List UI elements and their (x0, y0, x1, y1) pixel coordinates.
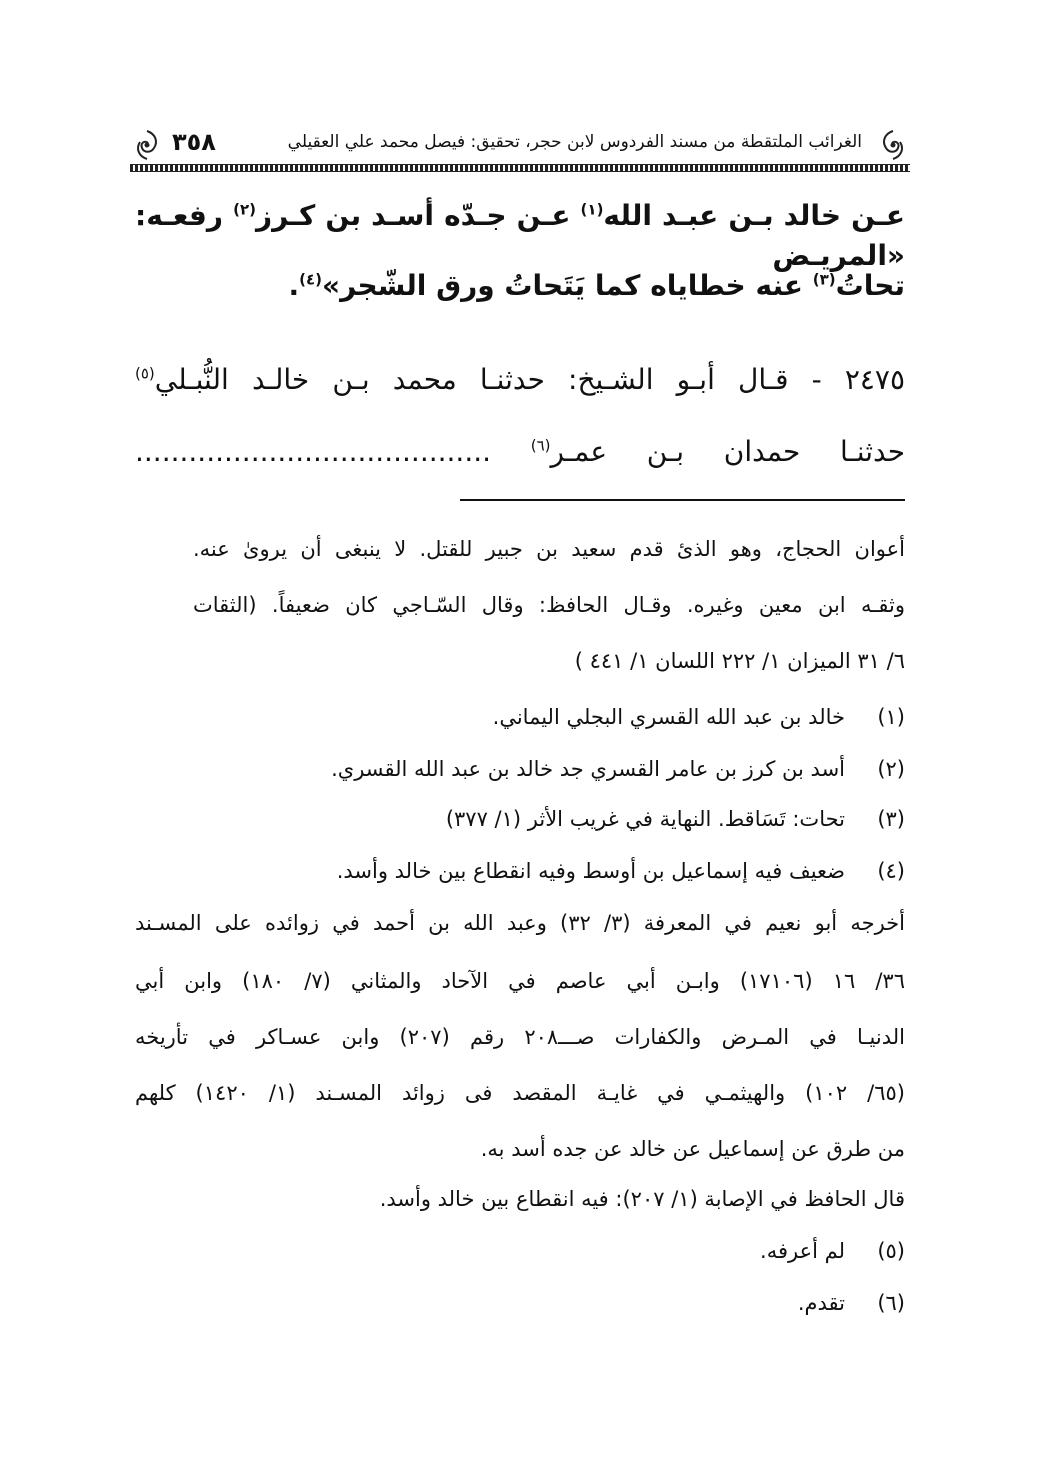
header-title: الغرائب الملتقطة من مسند الفردوس لابن حجر، تحقيق: فيصل محمد علي العقيلي (287, 132, 862, 152)
footnote-2 (331, 754, 905, 784)
footnote-text: تقدم. (797, 1291, 845, 1315)
main-text: رفعـه: «المريـض (135, 199, 905, 272)
running-header (130, 126, 910, 170)
footnote-ref: (٢) (233, 200, 256, 219)
main-text: ٢٤٧٥ - قـال أبـو الشـيخ: حدثنـا محمد بـن خالـد النُّبـلي (154, 363, 905, 396)
footnote-ref: (٣) (812, 270, 836, 289)
main-line-3 (135, 360, 905, 400)
main-text: . (288, 269, 300, 302)
footnote-ref: (٦) (530, 436, 551, 455)
footnote-continuation: وثقـه ابن معين وغيره. وقـال الحافظ: وقال السّـاجي كان ضعيفاً. (الثقات (193, 593, 905, 617)
footnote-ref: (١) (580, 200, 604, 219)
footnote-ref: (٥) (135, 364, 155, 383)
footnote-continuation: أعوان الحجاج، وهو الذئ قدم سعيد بن جبير للقتل. لا ينبغى أن يروىٰ عنه. (193, 537, 905, 561)
ornament-right-icon (876, 128, 910, 162)
main-text: حدثنـا حمدان بـن عمـر (550, 435, 906, 468)
footnote-number: (٦) (877, 1291, 905, 1315)
main-text: عـن جـدّه أسـد بن كـرز (255, 199, 571, 232)
footnote-1 (493, 702, 905, 732)
footnote-separator (460, 499, 905, 501)
ornament-left-icon (130, 128, 164, 162)
footnote-number: (٢) (877, 757, 905, 781)
footnote-text: أسد بن كرز بن عامر القسري جد خالد بن عبد الله القسري. (331, 757, 845, 781)
footnote-4-paragraph: أخرجه أبو نعيم في المعرفة (٣/ ٣٢) وعبد الله بن أحمد في زوائده على المسـند (135, 911, 905, 935)
footnote-number: (٥) (877, 1239, 905, 1263)
main-text: عنه خطاياه كما يَتَحاتُ ورق الشّجر» (322, 269, 804, 302)
main-line-4 (135, 432, 905, 472)
footnote-4-paragraph: قال الحافظ في الإصابة (١/ ٢٠٧): فيه انقطاع بين خالد وأسد. (379, 1187, 905, 1211)
main-line-2 (135, 266, 905, 306)
footnote-3 (446, 804, 905, 834)
footnote-continuation: ٦/ ٣١ الميزان ١/ ٢٢٢ اللسان ١/ ٤٤١ ) (574, 649, 905, 673)
main-text: عـن خالد بـن عبـد الله (603, 199, 906, 232)
page-number: ٣٥٨ (172, 128, 216, 156)
main-text: تحاتُ (835, 269, 905, 302)
footnote-text: تحات: تَسَاقط. النهاية في غريب الأثر (١/ ٣٧٧) (445, 807, 845, 831)
main-line-1 (135, 196, 905, 276)
footnote-5 (760, 1236, 905, 1266)
footnote-text: ضعيف فيه إسماعيل بن أوسط وفيه انقطاع بين خالد وأسد. (336, 859, 845, 883)
footnote-text: خالد بن عبد الله القسري البجلي اليماني. (492, 705, 845, 729)
footnote-number: (٣) (877, 807, 905, 831)
footnote-ref: (٤) (299, 270, 323, 289)
footnote-4-paragraph: الدنيـا في المـرض والكفارات صـــ٢٠٨ رقم (٢٠٧) وابن عسـاكر في تأريخه (135, 1025, 905, 1049)
footnote-6 (798, 1288, 905, 1318)
header-rule (130, 164, 910, 172)
footnote-4-paragraph: (٦٥/ ١٠٢) والهيثمـي في غايـة المقصد فى زوائد المسـند (١/ ١٤٢٠) كلهم (135, 1081, 905, 1105)
main-text: ........................................ (135, 435, 492, 468)
footnote-number: (٤) (877, 859, 905, 883)
footnote-4-paragraph: ٣٦/ ١٦ (١٧١٠٦) وابـن أبي عاصم في الآحاد والمثاني (٧/ ١٨٠) وابن أبي (135, 969, 905, 993)
footnote-4-paragraph: من طرق عن إسماعيل عن خالد عن جده أسد به. (480, 1137, 905, 1161)
footnote-text: لم أعرفه. (760, 1239, 845, 1263)
footnote-4 (337, 856, 905, 886)
footnote-number: (١) (877, 705, 905, 729)
